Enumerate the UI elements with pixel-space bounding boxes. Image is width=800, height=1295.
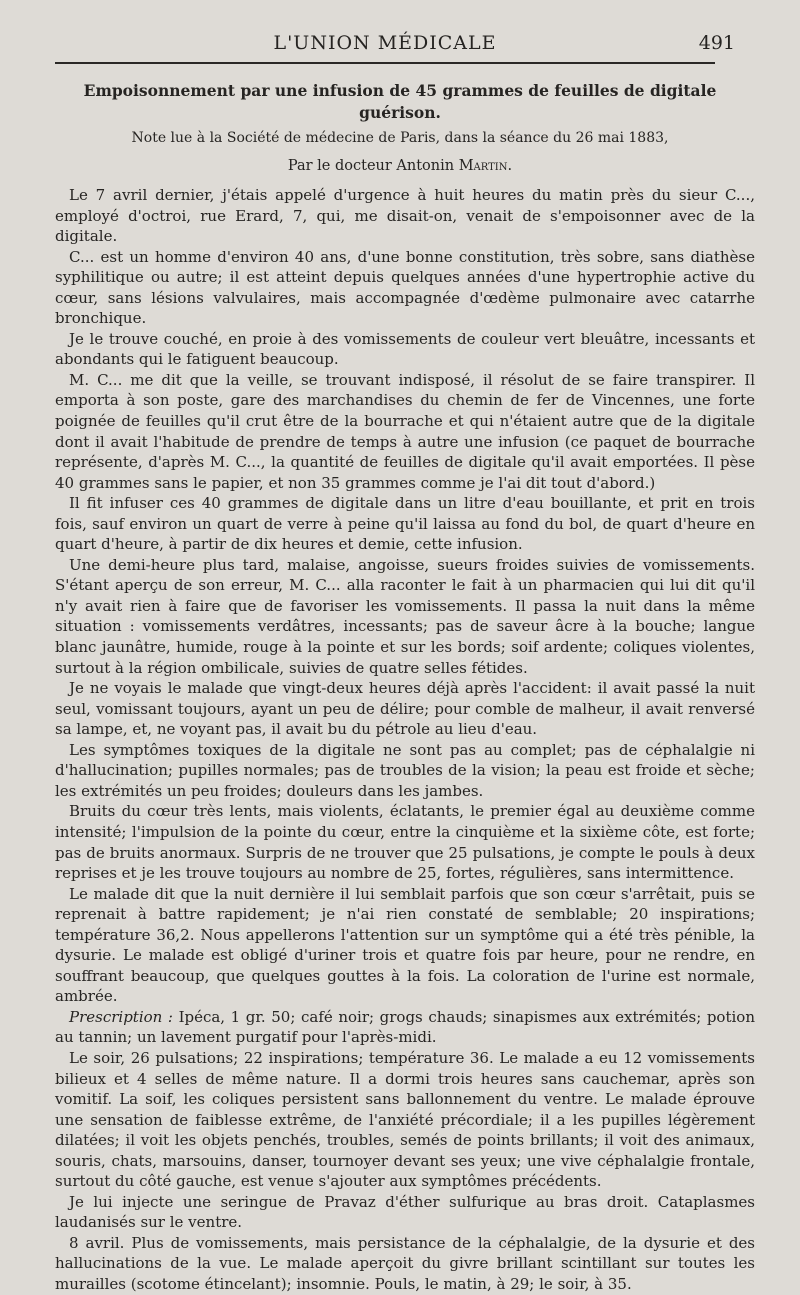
byline-prefix: Par le docteur Antonin — [287, 158, 459, 174]
paragraph: Une demi-heure plus tard, malaise, angoisse, sueurs froides suivies de vomissements. S'étant aperçu de son erreur, M. C... alla raconter le fait à un pharmacien qui lui dit qu'il n'y avait rien à faire que de favoriser les vomissements. Il passa la nuit dans la même situation : vomissements verdâtres, incessants; pas de saveur âcre à la bouche; langue blanc jaunâtre, humide, rouge à la pointe et sur les bords; soif ardente; coliques violentes, surtout à la région ombilicale, suivies de quatre selles fétides. — [55, 555, 755, 677]
prescription-label: Prescription : — [69, 1007, 173, 1026]
prescription-text: Ipéca, 1 gr. 50; café noir; grogs chauds; sinapismes aux extrémités; potion au tannin; un lavement purgatif pour l'après-midi. — [55, 1007, 755, 1047]
article-note: Note lue à la Société de médecine de Paris, dans la séance du 26 mai 1883, — [131, 130, 669, 146]
prescription-paragraph — [55, 1007, 755, 1048]
paragraph: Les symptômes toxiques de la digitale ne sont pas au complet; pas de céphalalgie ni d'hallucination; pupilles normales; pas de troubles de la vision; la peau est froide et sèche; les extrémités un peu froides; douleurs dans les jambes. — [55, 740, 755, 800]
running-head: L'UNION MÉDICALE — [273, 32, 497, 54]
paragraph: M. C... me dit que la veille, se trouvant indisposé, il résolut de se faire transpirer. Il emporta à son poste, gare des marchandises du chemin de fer de Vincennes, une forte poignée de feuilles qu'il crut être de la bourrache et qui n'étaient autre que de la digitale dont il avait l'habitude de prendre de temps à autre une infusion (ce paquet de bourrache représente, d'après M. C..., la quantité de feuilles de digitale qu'il avait emportées. Il pèse 40 grammes sans le papier, et non 35 grammes comme je l'ai dit tout d'abord.) — [55, 370, 755, 492]
paragraph: Il fit infuser ces 40 grammes de digitale dans un litre d'eau bouillante, et prit en trois fois, sauf environ un quart de verre à peine qu'il laissa au fond du bol, de quart d'heure en quart d'heure, à partir de dix heures et demie, cette infusion. — [55, 494, 755, 554]
paragraph: Le 7 avril dernier, j'étais appelé d'urgence à huit heures du matin près du sieur C..., employé d'octroi, rue Erard, 7, qui, me disait-on, venait de s'empoisonner avec de la digitale. — [55, 186, 755, 246]
article-title — [55, 80, 745, 124]
paragraph: Le soir, 26 pulsations; 22 inspirations; température 36. Le malade a eu 12 vomissements bilieux et 4 selles de même nature. Il a dormi trois heures sans cauchemar, après son vomitif. La soif, les coliques persistent sans ballonnement du ventre. Le malade éprouve une sensation de faiblesse extrême, de l'anxiété précordiale; il a les pupilles légèrement dilatées; il voit les objets penchés, troubles, semés de points brillants; il voit des animaux, souris, chats, marsouins, danser, tournoyer devant ses yeux; une vive céphalalgie frontale, surtout du côté gauche, est venue s'ajouter aux symptômes précédents. — [55, 1048, 755, 1191]
article-title-line-2: guérison. — [359, 103, 441, 122]
paragraph: Bruits du cœur très lents, mais violents, éclatants, le premier égal au deuxième comme intensité; l'impulsion de la pointe du cœur, entre la cinquième et la sixième côte, est forte; pas de bruits anormaux. Surpris de ne trouver que 25 pulsations, je compte le pouls à deux reprises et je les trouve toujours au nombre de 25, fortes, régulières, sans intermittence. — [55, 802, 755, 883]
page-header — [55, 30, 735, 60]
paragraph: Je ne voyais le malade que vingt-deux heures déjà après l'accident: il avait passé la nuit seul, vomissant toujours, ayant un peu de délire; pour comble de malheur, il avait renversé sa lampe, et, ne voyant pas, il avait bu du pétrole au lieu d'eau. — [55, 679, 755, 739]
page-number: 491 — [698, 32, 735, 54]
paragraph: Je le trouve couché, en proie à des vomissements de couleur vert bleuâtre, incessants et abondants qui le fatiguent beaucoup. — [55, 329, 755, 369]
article-body — [55, 185, 755, 1295]
byline-author: Martin. — [458, 158, 513, 174]
article-byline — [55, 158, 745, 174]
article-title-line-1: Empoisonnement par une infusion de 45 grammes de feuilles de digitale — [83, 81, 717, 100]
paragraph: 8 avril. Plus de vomissements, mais persistance de la céphalalgie, de la dysurie et des hallucinations de la vue. Le malade aperçoit du givre brillant scintillant sur toutes les murailles (scotome étincelant); insomnie. Pouls, le matin, à 29; le soir, à 35. — [55, 1233, 755, 1293]
paragraph: Je lui injecte une seringue de Pravaz d'éther sulfurique au bras droit. Cataplasmes laudanisés sur le ventre. — [55, 1192, 755, 1232]
paragraph: Le malade dit que la nuit dernière il lui semblait parfois que son cœur s'arrêtait, puis se reprenait à battre rapidement; je n'ai rien constaté de semblable; 20 inspirations; température 36,2. Nous appellerons l'attention sur un symptôme qui a été très pénible, la dysurie. Le malade est obligé d'uriner trois et quatre fois par heure, pour ne rendre, en souffrant beaucoup, que quelques gouttes à la fois. La coloration de l'urine est normale, ambrée. — [55, 884, 755, 1006]
paragraph: C... est un homme d'environ 40 ans, d'une bonne constitution, très sobre, sans diathèse syphilitique ou autre; il est atteint depuis quelques années d'une hypertrophie active du cœur, sans lésions valvulaires, mais accompagnée d'œdème pulmonaire avec catarrhe bronchique. — [55, 247, 755, 328]
header-rule — [55, 62, 715, 64]
